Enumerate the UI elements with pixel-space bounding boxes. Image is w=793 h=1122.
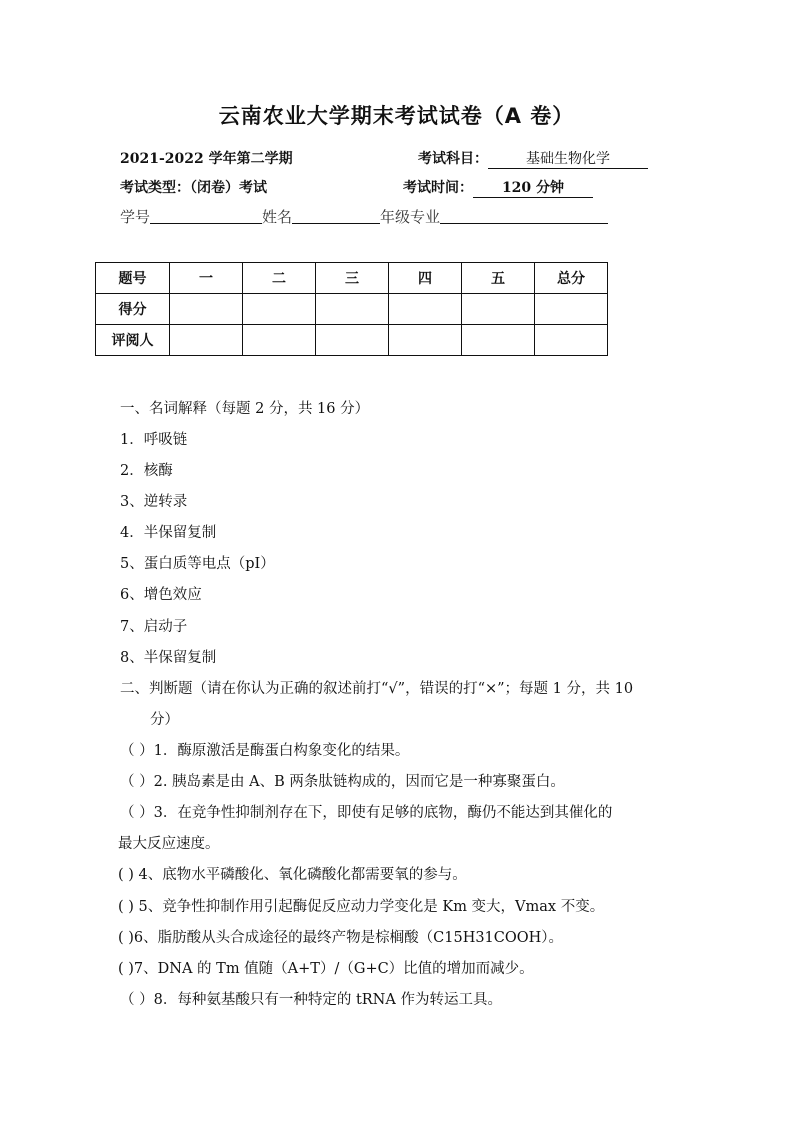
subject-value: 基础生物化学 — [488, 148, 648, 169]
header-cell: 三 — [316, 263, 389, 294]
grader-cell[interactable] — [316, 325, 389, 356]
section2-heading-cont: 分） — [150, 712, 179, 728]
judge-item: （ ）1．酶原激活是酶蛋白构象变化的结果。 — [120, 743, 410, 759]
student-major-blank[interactable] — [440, 208, 608, 224]
score-cell[interactable] — [462, 294, 535, 325]
term-item: 2．核酶 — [120, 463, 173, 479]
judge-item-cont: 最大反应速度。 — [118, 836, 220, 852]
term-item: 7、启动子 — [120, 619, 188, 635]
judge-item: （ ）8．每种氨基酸只有一种特定的 tRNA 作为转运工具。 — [120, 992, 502, 1008]
grader-cell[interactable] — [535, 325, 608, 356]
header-cell: 五 — [462, 263, 535, 294]
student-id-blank[interactable] — [150, 208, 262, 224]
term-item: 8、半保留复制 — [120, 650, 217, 666]
score-cell[interactable] — [316, 294, 389, 325]
grader-cell[interactable] — [462, 325, 535, 356]
score-table — [95, 262, 608, 356]
student-name-blank[interactable] — [292, 208, 380, 224]
time-value: 120 分钟 — [473, 177, 593, 198]
score-table-header — [96, 263, 608, 294]
judge-item: （ ）2. 胰岛素是由 A、B 两条肽链构成的，因而它是一种寡聚蛋白。 — [120, 774, 565, 790]
header-cell: 总分 — [535, 263, 608, 294]
term-item: 4．半保留复制 — [120, 525, 217, 541]
student-info-row — [120, 206, 608, 227]
exam-title: 云南农业大学期末考试试卷（A 卷） — [218, 104, 575, 128]
student-name-label: 姓名 — [262, 208, 293, 226]
header-cell: 一 — [170, 263, 243, 294]
student-major-label: 年级专业 — [380, 208, 441, 226]
term-item: 1．呼吸链 — [120, 432, 188, 448]
term-item: 3、逆转录 — [120, 494, 188, 510]
header-cell: 二 — [243, 263, 316, 294]
time-field — [403, 177, 593, 198]
student-id-label: 学号 — [120, 208, 151, 226]
semester: 2021-2022 学年第二学期 — [120, 151, 293, 167]
header-cell: 题号 — [96, 263, 170, 294]
section1-heading: 一、名词解释（每题 2 分，共 16 分） — [120, 401, 370, 417]
row-label: 得分 — [96, 294, 170, 325]
grader-row — [96, 325, 608, 356]
score-row — [96, 294, 608, 325]
exam-type: 考试类型：（闭卷）考试 — [120, 180, 267, 196]
grader-cell[interactable] — [389, 325, 462, 356]
subject-field — [418, 148, 648, 169]
grader-cell[interactable] — [170, 325, 243, 356]
grader-cell[interactable] — [243, 325, 316, 356]
score-cell[interactable] — [243, 294, 316, 325]
term-item: 6、增色效应 — [120, 587, 202, 603]
judge-item: ( )7、DNA 的 Tm 值随（A+T）/（G+C）比值的增加而减少。 — [118, 961, 534, 977]
judge-item: ( ) 4、底物水平磷酸化、氧化磷酸化都需要氧的参与。 — [118, 867, 467, 883]
judge-item: ( )6、脂肪酸从头合成途径的最终产物是棕榈酸（C15H31COOH）。 — [118, 930, 564, 946]
score-cell[interactable] — [170, 294, 243, 325]
score-cell[interactable] — [535, 294, 608, 325]
section2-heading: 二、判断题（请在你认为正确的叙述前打“√”，错误的打“×”；每题 1 分，共 10 — [120, 681, 634, 697]
subject-label: 考试科目： — [418, 151, 488, 167]
judge-item: ( ) 5、竞争性抑制作用引起酶促反应动力学变化是 Km 变大，Vmax 不变。 — [118, 899, 605, 915]
header-cell: 四 — [389, 263, 462, 294]
term-item: 5、蛋白质等电点（pI） — [120, 556, 275, 572]
score-cell[interactable] — [389, 294, 462, 325]
judge-item: （ ）3．在竞争性抑制剂存在下，即使有足够的底物，酶仍不能达到其催化的 — [120, 805, 613, 821]
time-label: 考试时间： — [403, 180, 473, 196]
row-label: 评阅人 — [96, 325, 170, 356]
